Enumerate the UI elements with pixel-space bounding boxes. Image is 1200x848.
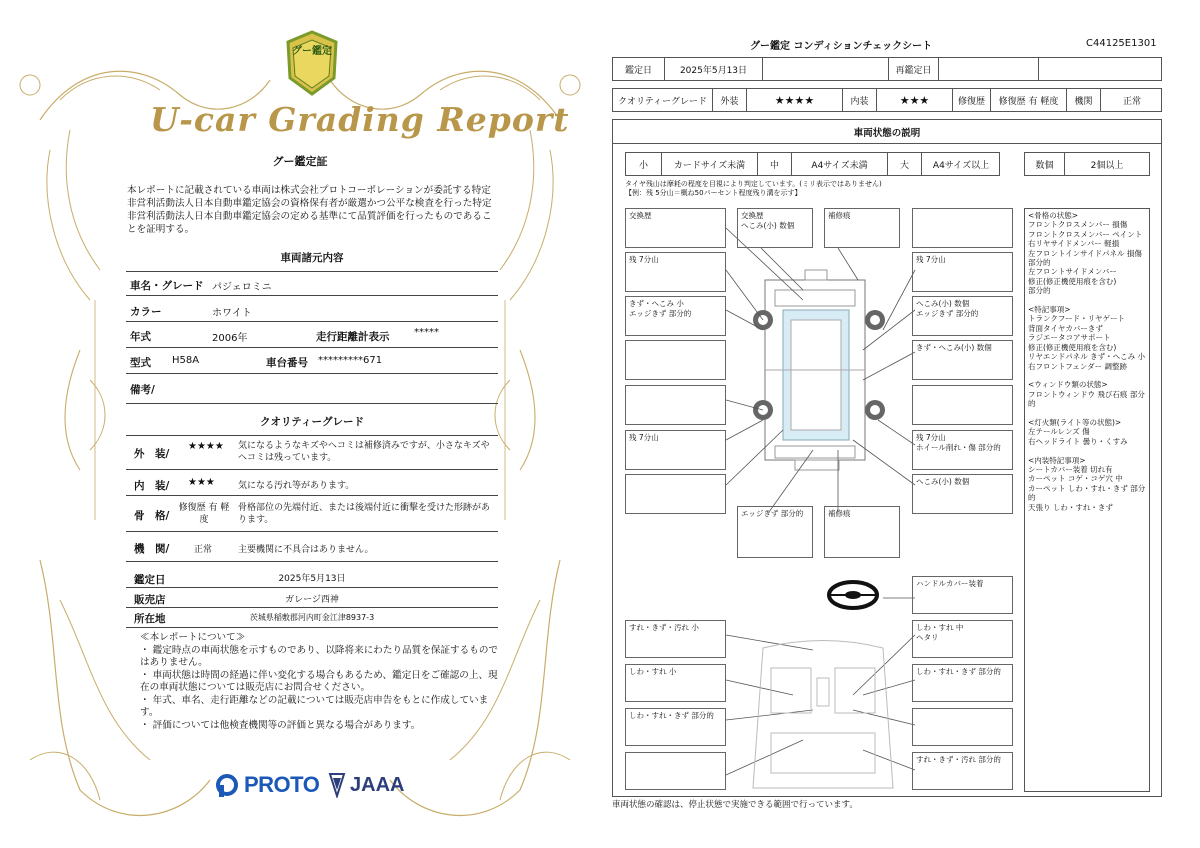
spec-row-name: [126, 270, 498, 296]
note-item: ・ 車両状態は時間の経過に伴い変化する場合もあるため、鑑定日をご確認の上、現在の車両状態については販売店にお問合せください。: [140, 669, 498, 693]
exterior-stars: ★★★★: [188, 441, 224, 452]
shop-value: ガレージ西神: [285, 595, 339, 605]
mileage-value: *****: [414, 327, 439, 338]
proto-logo: [216, 772, 319, 798]
date-value: 2025年5月13日: [278, 574, 346, 584]
color-value: ホワイト: [212, 308, 252, 319]
tire-note-text: タイヤ残山は摩耗の程度を目視により判定しています。(ミリ表示ではありません): [625, 180, 882, 188]
frame-value: 修復歴 有 軽度: [178, 503, 230, 525]
shop-label: 販売店: [134, 594, 166, 606]
sheet-date-value: 2025年5月13日: [665, 58, 763, 80]
exterior-desc: 気になるようなキズやヘコミは補修済みですが、小さなキズやヘコミは残っています。: [238, 441, 490, 463]
date-row: [612, 57, 1162, 81]
name-label: 車名・グレード: [130, 280, 204, 292]
proto-mark-icon: [216, 773, 238, 797]
explain-title: 車両状態の説明: [613, 120, 1161, 144]
jaaa-mark-icon: [328, 772, 346, 798]
note-box-right-5: [912, 385, 1013, 425]
note-box-left-4: [625, 340, 726, 380]
grade-row: [612, 88, 1162, 112]
count-desc: 2個以上: [1090, 160, 1124, 171]
note-item: ・ 年式、車名、走行距離などの記載については販売店申告をもとに作成しています。: [140, 694, 489, 718]
interior-note-right-1: しわ・すれ 中 ヘタリ: [912, 620, 1013, 658]
engine-value: 正常: [194, 545, 213, 555]
year-value: 2006年: [212, 333, 248, 344]
interior-note-left-4: [625, 752, 726, 790]
vehicle-state-panel: [612, 119, 1162, 797]
engine-label: 機 関/: [134, 543, 170, 555]
jaaa-logo: [328, 772, 404, 798]
interior-note-left-1: すれ・きず・汚れ 小: [625, 620, 726, 658]
certificate-title: U-car Grading Report: [150, 100, 570, 139]
note-box-right-1: [912, 208, 1013, 248]
sheet-repair-value: 修復歴 有 軽度: [991, 89, 1067, 111]
chassis-value: *********671: [318, 355, 383, 366]
tire-example-text: 【例：残 5分山＝概ね50パーセント程度残り溝を示す】: [625, 189, 802, 197]
frame-label: 骨 格/: [134, 510, 170, 522]
grade-row-interior: [126, 470, 498, 496]
size-small-desc: カードサイズ未満: [662, 153, 758, 175]
remarks-text: <骨格の状態> フロントクロスメンバー 損傷 フロントクロスメンバー ペイント 右リヤサイドメンバー 軽損 左フロントインサイドパネル 損傷 部分的 左フロントサイドメンバー 修正(修正機使用痕を含む) 部分的 <特記事項> トランクフード・リヤゲート 背面タイヤカバーきず ラジエータコアサポート 修正(修正機使用痕を含む) リヤエンドパネル きず・へこみ 小 右フロントフェンダー 調整跡 <ウィンドウ類の状態> フロントウィンドウ 飛び石痕 部分的 <灯火類(ライト等の状態)> 左テールレンズ 傷 右ヘッドライト 曇り・くすみ <内装特記事項> シートカバー装着 切れ有 カーペット コゲ・コゲ穴 中 カーペット しわ・すれ・きず 部分的 天張り しわ・すれ・きず: [1028, 211, 1146, 512]
sheet-footer: 車両状態の確認は、停止状態で実施できる範囲で行っています。: [612, 800, 858, 810]
color-label: カラー: [130, 306, 162, 318]
sheet-title: グー鑑定 コンディションチェックシート: [750, 41, 933, 52]
size-mid: 中: [758, 153, 792, 175]
sheet-engine-value: 正常: [1122, 96, 1141, 107]
spec-row-remarks: [126, 374, 498, 404]
note-box-left-7: [625, 474, 726, 514]
sheet-engine-label: 機関: [1067, 89, 1101, 111]
note-item: ・ 評価については他検査機関等の評価と異なる場合があります。: [140, 719, 421, 731]
note-box-right-6: 残 7分山 ホイール削れ・傷 部分的: [912, 430, 1013, 470]
interior-note-right-4: すれ・きず・汚れ 部分的: [912, 752, 1013, 790]
note-box-left-1: 交換歴: [625, 208, 726, 248]
grade-row-frame: [126, 496, 498, 532]
interior-stars: ★★★: [188, 477, 215, 488]
name-value: パジェロミニ: [212, 282, 272, 293]
address-label: 所在地: [134, 613, 166, 625]
note-box-right-4: きず・へこみ(小) 数個: [912, 340, 1013, 380]
sheet-date-label: 鑑定日: [613, 58, 665, 80]
interior-desc: 気になる汚れ等があります。: [238, 481, 355, 491]
spec-heading: 車両諸元内容: [126, 250, 498, 272]
sheet-repair-label: 修復歴: [953, 89, 991, 111]
size-mid-desc: A4サイズ未満: [792, 153, 888, 175]
interior-note-right-3: [912, 708, 1013, 746]
model-value: H58A: [172, 355, 200, 366]
date-label: 鑑定日: [134, 574, 166, 586]
note-box-bottom-2: 補修痕: [824, 506, 900, 558]
sheet-exterior-stars: ★★★★: [747, 89, 843, 111]
remarks-label: 備考/: [130, 384, 155, 396]
grade-row-engine: [126, 532, 498, 562]
note-box-left-5: [625, 385, 726, 425]
chassis-label: 車台番号: [266, 357, 308, 369]
spec-row-year: [126, 322, 498, 348]
note-box-right-2: 残 7分山: [912, 252, 1013, 292]
certificate-intro: 本レポートに記載されている車両は株式会社プロトコーポレーションが委託する特定非営利活動法人日本自動車鑑定協会の資格保有者が厳選かつ公平な検査を行った特定非営利活動法人日本自動車鑑定協会の定める基準にて品質評価を行ったものであることを証明する。: [127, 185, 492, 235]
note-box-right-3: へこみ(小) 数個 エッジきず 部分的: [912, 296, 1013, 336]
quality-heading: クオリティーグレード: [126, 414, 498, 436]
size-large-desc: A4サイズ以上: [932, 160, 990, 171]
model-label: 型式: [130, 357, 151, 369]
certificate-subtitle: グー鑑定証: [272, 155, 328, 168]
info-row-address: [126, 608, 498, 628]
car-interior-diagram: [743, 638, 903, 793]
address-value: 茨城県稲敷郡河内町金江津8937-3: [249, 613, 375, 622]
note-box-left-3: きず・へこみ 小 エッジきず 部分的: [625, 296, 726, 336]
frame-desc: 骨格部位の先端付近、または後端付近に衝撃を受けた形跡があります。: [238, 503, 491, 525]
proto-text: PROTO: [244, 772, 320, 797]
recheck-value: [939, 58, 1039, 80]
steering-note: ハンドルカバー装着: [912, 576, 1013, 614]
note-box-top-2: 補修痕: [824, 208, 900, 248]
steering-wheel-icon: [825, 578, 881, 612]
engine-desc: 主要機関に不具合はありません。: [238, 545, 374, 555]
report-notes: [140, 632, 500, 732]
year-label: 年式: [130, 331, 151, 343]
note-box-left-6: 残 7分山: [625, 430, 726, 470]
interior-note-right-2: しわ・すれ・きず 部分的: [912, 664, 1013, 702]
note-box-top-1: 交換歴 へこみ(小) 数個: [737, 208, 813, 248]
sheet-exterior-label: 外装: [713, 89, 747, 111]
notes-title: ≪本レポートについて≫: [140, 632, 246, 643]
recheck-label: 再鑑定日: [889, 58, 939, 80]
note-box-bottom-1: エッジきず 部分的: [737, 506, 813, 558]
note-item: ・ 鑑定時点の車両状態を示すものであり、以降将来にわたり品質を保証するものではありません。: [140, 644, 499, 668]
interior-note-left-2: しわ・すれ 小: [625, 664, 726, 702]
size-small: 小: [626, 153, 662, 175]
size-large: 大: [888, 153, 922, 175]
interior-label: 内 装/: [134, 480, 170, 492]
sheet-grade-label: クオリティーグレード: [613, 89, 713, 111]
sheet-doc-id: C44125E1301: [1086, 38, 1157, 49]
note-box-left-2: 残 7分山: [625, 252, 726, 292]
mileage-label: 走行距離計表示: [316, 331, 390, 343]
sheet-interior-stars: ★★★: [877, 89, 953, 111]
exterior-label: 外 装/: [134, 448, 170, 460]
info-row-date: [126, 566, 498, 588]
grade-row-exterior: [126, 434, 498, 470]
note-box-right-7: へこみ(小) 数個: [912, 474, 1013, 514]
badge-text: グー鑑定: [292, 46, 332, 57]
condition-check-sheet: [600, 0, 1200, 848]
interior-note-left-3: しわ・すれ・きず 部分的: [625, 708, 726, 746]
info-row-shop: [126, 588, 498, 608]
empty-cell: [763, 58, 889, 80]
spec-row-color: [126, 296, 498, 322]
jaaa-text: JAAA: [350, 773, 405, 796]
remarks-panel: [1024, 208, 1150, 792]
count-label: 数個: [1025, 153, 1065, 175]
sheet-interior-label: 内装: [843, 89, 877, 111]
spec-row-model: [126, 348, 498, 374]
